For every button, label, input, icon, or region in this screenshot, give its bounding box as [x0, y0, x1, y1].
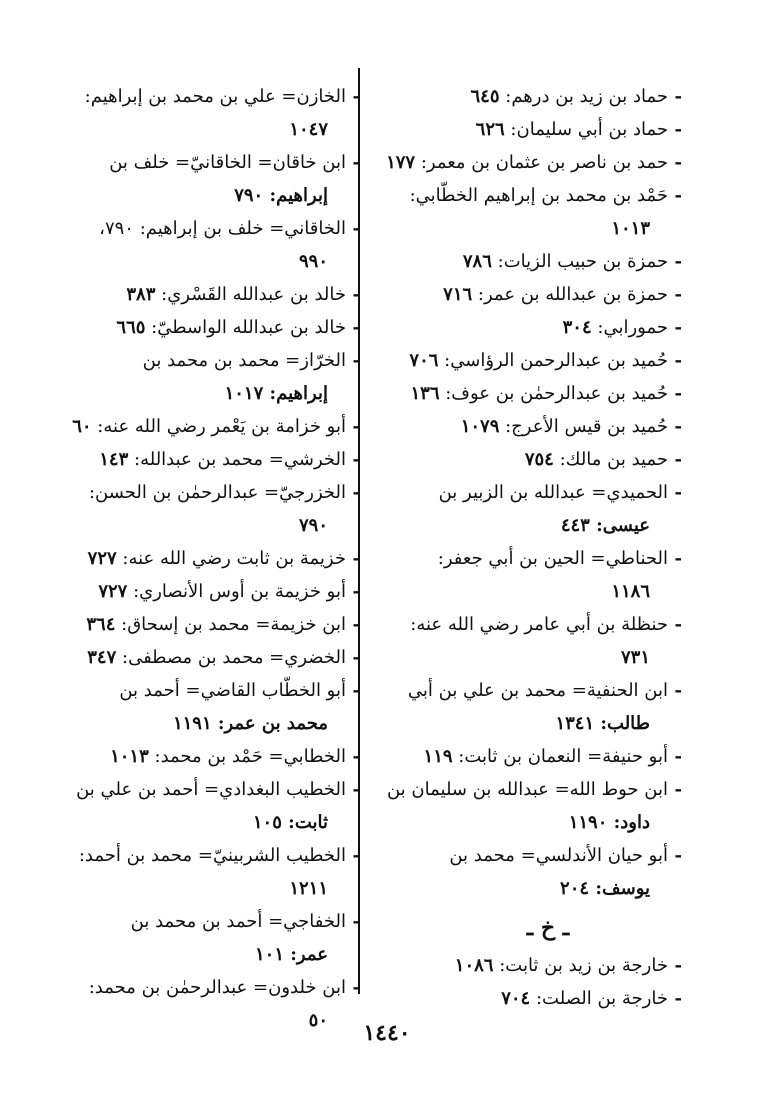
- entry-page-ref: ١١٩: [423, 746, 453, 767]
- entry-name: [368, 773, 668, 806]
- entry-continuation: عمر: ١٠١: [254, 944, 328, 965]
- entry-dash: -: [352, 977, 360, 998]
- entry-dash: -: [352, 746, 360, 767]
- index-entry: [368, 443, 682, 476]
- entry-text: الحميدي= عبدالله بن الزبير بن: [438, 482, 668, 503]
- entry-page-ref: ٣٤٧: [87, 647, 117, 668]
- entry-name: [50, 839, 346, 872]
- entry-page-ref: ٣٠٤: [562, 317, 592, 338]
- entry-name: [50, 344, 346, 377]
- entry-continuation: عيسى: ٤٤٣: [560, 515, 650, 536]
- entry-text: حماد بن زيد بن درهم:: [505, 86, 668, 107]
- entry-page-ref: ٧٢٧: [87, 548, 117, 569]
- index-entry: [50, 443, 360, 476]
- entry-name: [50, 905, 346, 938]
- entry-text: الحناطي= الحين بن أبي جعفر:: [437, 548, 668, 569]
- entry-dash: -: [352, 482, 360, 503]
- entry-dash: -: [352, 449, 360, 470]
- index-entry: [50, 212, 360, 278]
- entry-dash: -: [674, 86, 682, 107]
- entry-page-ref: ٧٥٤: [524, 449, 554, 470]
- entry-text: خارجة بن زيد بن ثابت:: [499, 955, 668, 976]
- index-entry: [368, 311, 682, 344]
- entry-dash: -: [674, 185, 682, 206]
- index-entry: [368, 839, 682, 905]
- entry-dash: -: [674, 845, 682, 866]
- entry-dash: -: [352, 779, 360, 800]
- index-entry: [368, 245, 682, 278]
- right-column: [368, 80, 682, 1015]
- entry-continuation: طالب: ١٣٤١: [555, 713, 650, 734]
- entry-page-ref: ٧٠٦: [409, 350, 439, 371]
- entry-dash: -: [352, 284, 360, 305]
- entry-dash: -: [352, 152, 360, 173]
- entry-dash: -: [352, 548, 360, 569]
- entry-text: حُميد بن قيس الأعرج:: [505, 416, 668, 437]
- entry-dash: -: [352, 845, 360, 866]
- entry-name: [368, 674, 668, 707]
- entry-text: الخطيب الشربينيّ= محمد بن أحمد:: [78, 845, 346, 866]
- entry-continuation: إبراهيم: ١٠١٧: [224, 383, 328, 404]
- index-entry: [368, 344, 682, 377]
- entry-dash: -: [674, 680, 682, 701]
- entry-text: حمزة بن حبيب الزيات:: [497, 251, 668, 272]
- entry-name: [368, 982, 668, 1015]
- entry-text: أبو حنيفة= النعمان بن ثابت:: [458, 746, 668, 767]
- index-entry: [368, 542, 682, 608]
- index-entry: [368, 982, 682, 1015]
- index-entry: [368, 410, 682, 443]
- page-number: ١٤٤٠: [363, 1020, 411, 1046]
- entry-page-ref: ٣٨٣: [126, 284, 156, 305]
- entry-continuation: ٥٠: [308, 1010, 328, 1031]
- index-entry: [50, 608, 360, 641]
- entry-page-ref: ١٤٣: [99, 449, 129, 470]
- entry-name: [50, 146, 346, 179]
- entry-name: [50, 674, 346, 707]
- entry-page-ref: ٧٠٤: [501, 988, 531, 1009]
- index-entry: [50, 575, 360, 608]
- entry-dash: -: [674, 779, 682, 800]
- entry-name: [50, 278, 346, 311]
- entry-dash: -: [674, 119, 682, 140]
- entry-text: ابن خاقان= الخاقانيّ= خلف بن: [109, 152, 346, 173]
- entry-name: [50, 971, 346, 1004]
- entry-name: [368, 377, 668, 410]
- entry-page-ref: ٦٢٦: [475, 119, 505, 140]
- entry-text: ابن خلدون= عبدالرحمٰن بن محمد:: [88, 977, 346, 998]
- index-entry: [368, 113, 682, 146]
- index-entry: [368, 740, 682, 773]
- entry-text: الخرشي= محمد بن عبدالله:: [134, 449, 346, 470]
- entry-continuation: ٩٩٠: [298, 251, 328, 272]
- entry-name: [50, 212, 346, 245]
- index-entry: [368, 773, 682, 839]
- index-entry: [50, 146, 360, 212]
- entry-continuation: ٧٩٠: [298, 515, 328, 536]
- entry-dash: -: [674, 955, 682, 976]
- index-entry: [368, 80, 682, 113]
- entry-page-ref: ١٠٧٩: [460, 416, 500, 437]
- entry-dash: -: [674, 350, 682, 371]
- index-entry: [50, 839, 360, 905]
- entry-dash: -: [352, 581, 360, 602]
- index-entry: [368, 476, 682, 542]
- entry-page-ref: ١٠٨٦: [454, 955, 494, 976]
- entry-page-ref: ١٧٧: [386, 152, 416, 173]
- entry-dash: -: [674, 482, 682, 503]
- entry-page-ref: ٣٦٤: [86, 614, 116, 635]
- index-entry: [368, 278, 682, 311]
- entry-text: الخاقاني= خلف بن إبراهيم: ٧٩٠،: [99, 218, 346, 239]
- entry-text: أبو حيان الأندلسي= محمد بن: [449, 845, 668, 866]
- entry-continuation: يوسف: ٢٠٤: [560, 878, 650, 899]
- entry-name: [50, 80, 346, 113]
- entry-dash: -: [674, 746, 682, 767]
- entry-continuation: ثابت: ١٠٥: [252, 812, 328, 833]
- index-entry: [50, 542, 360, 575]
- entry-text: الخازن= علي بن محمد بن إبراهيم:: [84, 86, 346, 107]
- entry-name: [368, 839, 668, 872]
- entry-text: ابن خزيمة= محمد بن إسحاق:: [121, 614, 346, 635]
- entry-dash: -: [352, 614, 360, 635]
- index-entry: [50, 905, 360, 971]
- entry-text: خالد بن عبدالله الواسطيّ:: [151, 317, 346, 338]
- entry-page-ref: ٦٦٥: [116, 317, 146, 338]
- entry-continuation: ١٢١١: [289, 878, 328, 899]
- entry-text: الخطابي= حَمْد بن محمد:: [154, 746, 346, 767]
- entry-page-ref: ٧٨٦: [462, 251, 492, 272]
- entry-text: حميد بن مالك:: [559, 449, 668, 470]
- entry-dash: -: [352, 647, 360, 668]
- entry-text: حَمْد بن محمد بن إبراهيم الخطّابي:: [409, 185, 668, 206]
- entry-text: حُميد بن عبدالرحمن الرؤاسي:: [444, 350, 668, 371]
- index-entry: [368, 608, 682, 674]
- entry-text: حماد بن أبي سليمان:: [510, 119, 668, 140]
- entry-name: [50, 443, 346, 476]
- entry-text: الخضري= محمد بن مصطفى:: [122, 647, 346, 668]
- entry-page-ref: ٧٢٧: [98, 581, 128, 602]
- entry-name: [368, 113, 668, 146]
- entry-dash: -: [352, 317, 360, 338]
- entry-dash: -: [674, 317, 682, 338]
- entry-name: [368, 311, 668, 344]
- index-entry: [368, 949, 682, 982]
- index-entry: [50, 641, 360, 674]
- entry-text: حُميد بن عبدالرحمٰن بن عوف:: [445, 383, 668, 404]
- index-entry: [368, 146, 682, 179]
- entry-text: ابن الحنفية= محمد بن علي بن أبي: [407, 680, 668, 701]
- entry-page-ref: ١٠١٣: [110, 746, 149, 767]
- entry-dash: -: [352, 416, 360, 437]
- entry-name: [50, 311, 346, 344]
- entry-name: [368, 80, 668, 113]
- entry-name: [50, 641, 346, 674]
- entry-dash: -: [674, 416, 682, 437]
- entry-text: خزيمة بن ثابت رضي الله عنه:: [122, 548, 346, 569]
- entry-continuation: محمد بن عمر: ١١٩١: [172, 713, 328, 734]
- entry-text: أبو خزيمة بن أوس الأنصاري:: [133, 581, 346, 602]
- entry-dash: -: [352, 218, 360, 239]
- entry-name: [50, 773, 346, 806]
- index-entry: [368, 377, 682, 410]
- entry-text: حمد بن ناصر بن عثمان بن معمر:: [420, 152, 668, 173]
- entry-name: [368, 179, 668, 212]
- entry-continuation: ١٠٤٧: [289, 119, 328, 140]
- entry-continuation: ١١٨٦: [611, 581, 650, 602]
- entry-name: [368, 608, 668, 641]
- entry-name: [50, 476, 346, 509]
- entry-page-ref: ١٣٦: [410, 383, 440, 404]
- index-entry: [368, 179, 682, 245]
- index-entry: [50, 344, 360, 410]
- entry-text: حمورابي:: [597, 317, 668, 338]
- index-entry: [50, 80, 360, 146]
- entry-name: [50, 410, 346, 443]
- section-heading-kha: ـ خ ـ: [526, 915, 570, 941]
- entry-page-ref: ٦٠: [72, 416, 92, 437]
- entry-text: حمزة بن عبدالله بن عمر:: [477, 284, 668, 305]
- entry-dash: -: [674, 449, 682, 470]
- index-entry: [50, 410, 360, 443]
- entry-name: [368, 740, 668, 773]
- entry-dash: -: [674, 988, 682, 1009]
- entry-page-ref: ٦٤٥: [470, 86, 500, 107]
- entry-name: [368, 443, 668, 476]
- index-entry: [50, 311, 360, 344]
- entry-text: خارجة بن الصلت:: [535, 988, 668, 1009]
- entry-text: ابن حوط الله= عبدالله بن سليمان بن: [386, 779, 668, 800]
- index-entry: [50, 476, 360, 542]
- entry-name: [368, 476, 668, 509]
- entry-text: خالد بن عبدالله القَسْري:: [161, 284, 346, 305]
- entry-text: حنظلة بن أبي عامر رضي الله عنه:: [410, 614, 668, 635]
- entry-name: [50, 542, 346, 575]
- entry-name: [50, 608, 346, 641]
- index-entry: [50, 278, 360, 311]
- entry-continuation: داود: ١١٩٠: [568, 812, 650, 833]
- entry-name: [368, 344, 668, 377]
- entry-name: [368, 146, 668, 179]
- entry-dash: -: [352, 350, 360, 371]
- entry-name: [368, 245, 668, 278]
- entry-continuation: ٧٣١: [620, 647, 650, 668]
- entry-text: الخزرجيّ= عبدالرحمٰن بن الحسن:: [88, 482, 346, 503]
- entry-dash: -: [352, 911, 360, 932]
- entry-dash: -: [352, 680, 360, 701]
- index-entry: [368, 674, 682, 740]
- entry-name: [50, 740, 346, 773]
- entry-dash: -: [352, 86, 360, 107]
- entry-text: الخطيب البغدادي= أحمد بن علي بن: [76, 779, 346, 800]
- index-entry: [50, 740, 360, 773]
- entry-name: [368, 949, 668, 982]
- entry-text: أبو الخطّاب القاضي= أحمد بن: [119, 680, 346, 701]
- entry-page-ref: ٧١٦: [443, 284, 473, 305]
- entry-dash: -: [674, 152, 682, 173]
- left-column: [50, 80, 360, 1037]
- entry-continuation: ١٠١٣: [611, 218, 650, 239]
- entry-text: أبو خزامة بن يَعْمر رضي الله عنه:: [97, 416, 346, 437]
- entry-dash: -: [674, 383, 682, 404]
- index-entry: [50, 773, 360, 839]
- entry-name: [368, 278, 668, 311]
- entry-text: الخرّاز= محمد بن محمد بن: [142, 350, 346, 371]
- entry-name: [50, 575, 346, 608]
- entry-name: [368, 410, 668, 443]
- entry-dash: -: [674, 548, 682, 569]
- entry-dash: -: [674, 251, 682, 272]
- entry-text: الخفاجي= أحمد بن محمد بن: [130, 911, 346, 932]
- index-entry: [50, 674, 360, 740]
- entry-dash: -: [674, 284, 682, 305]
- entry-continuation: إبراهيم: ٧٩٠: [234, 185, 328, 206]
- entry-name: [368, 542, 668, 575]
- entry-dash: -: [674, 614, 682, 635]
